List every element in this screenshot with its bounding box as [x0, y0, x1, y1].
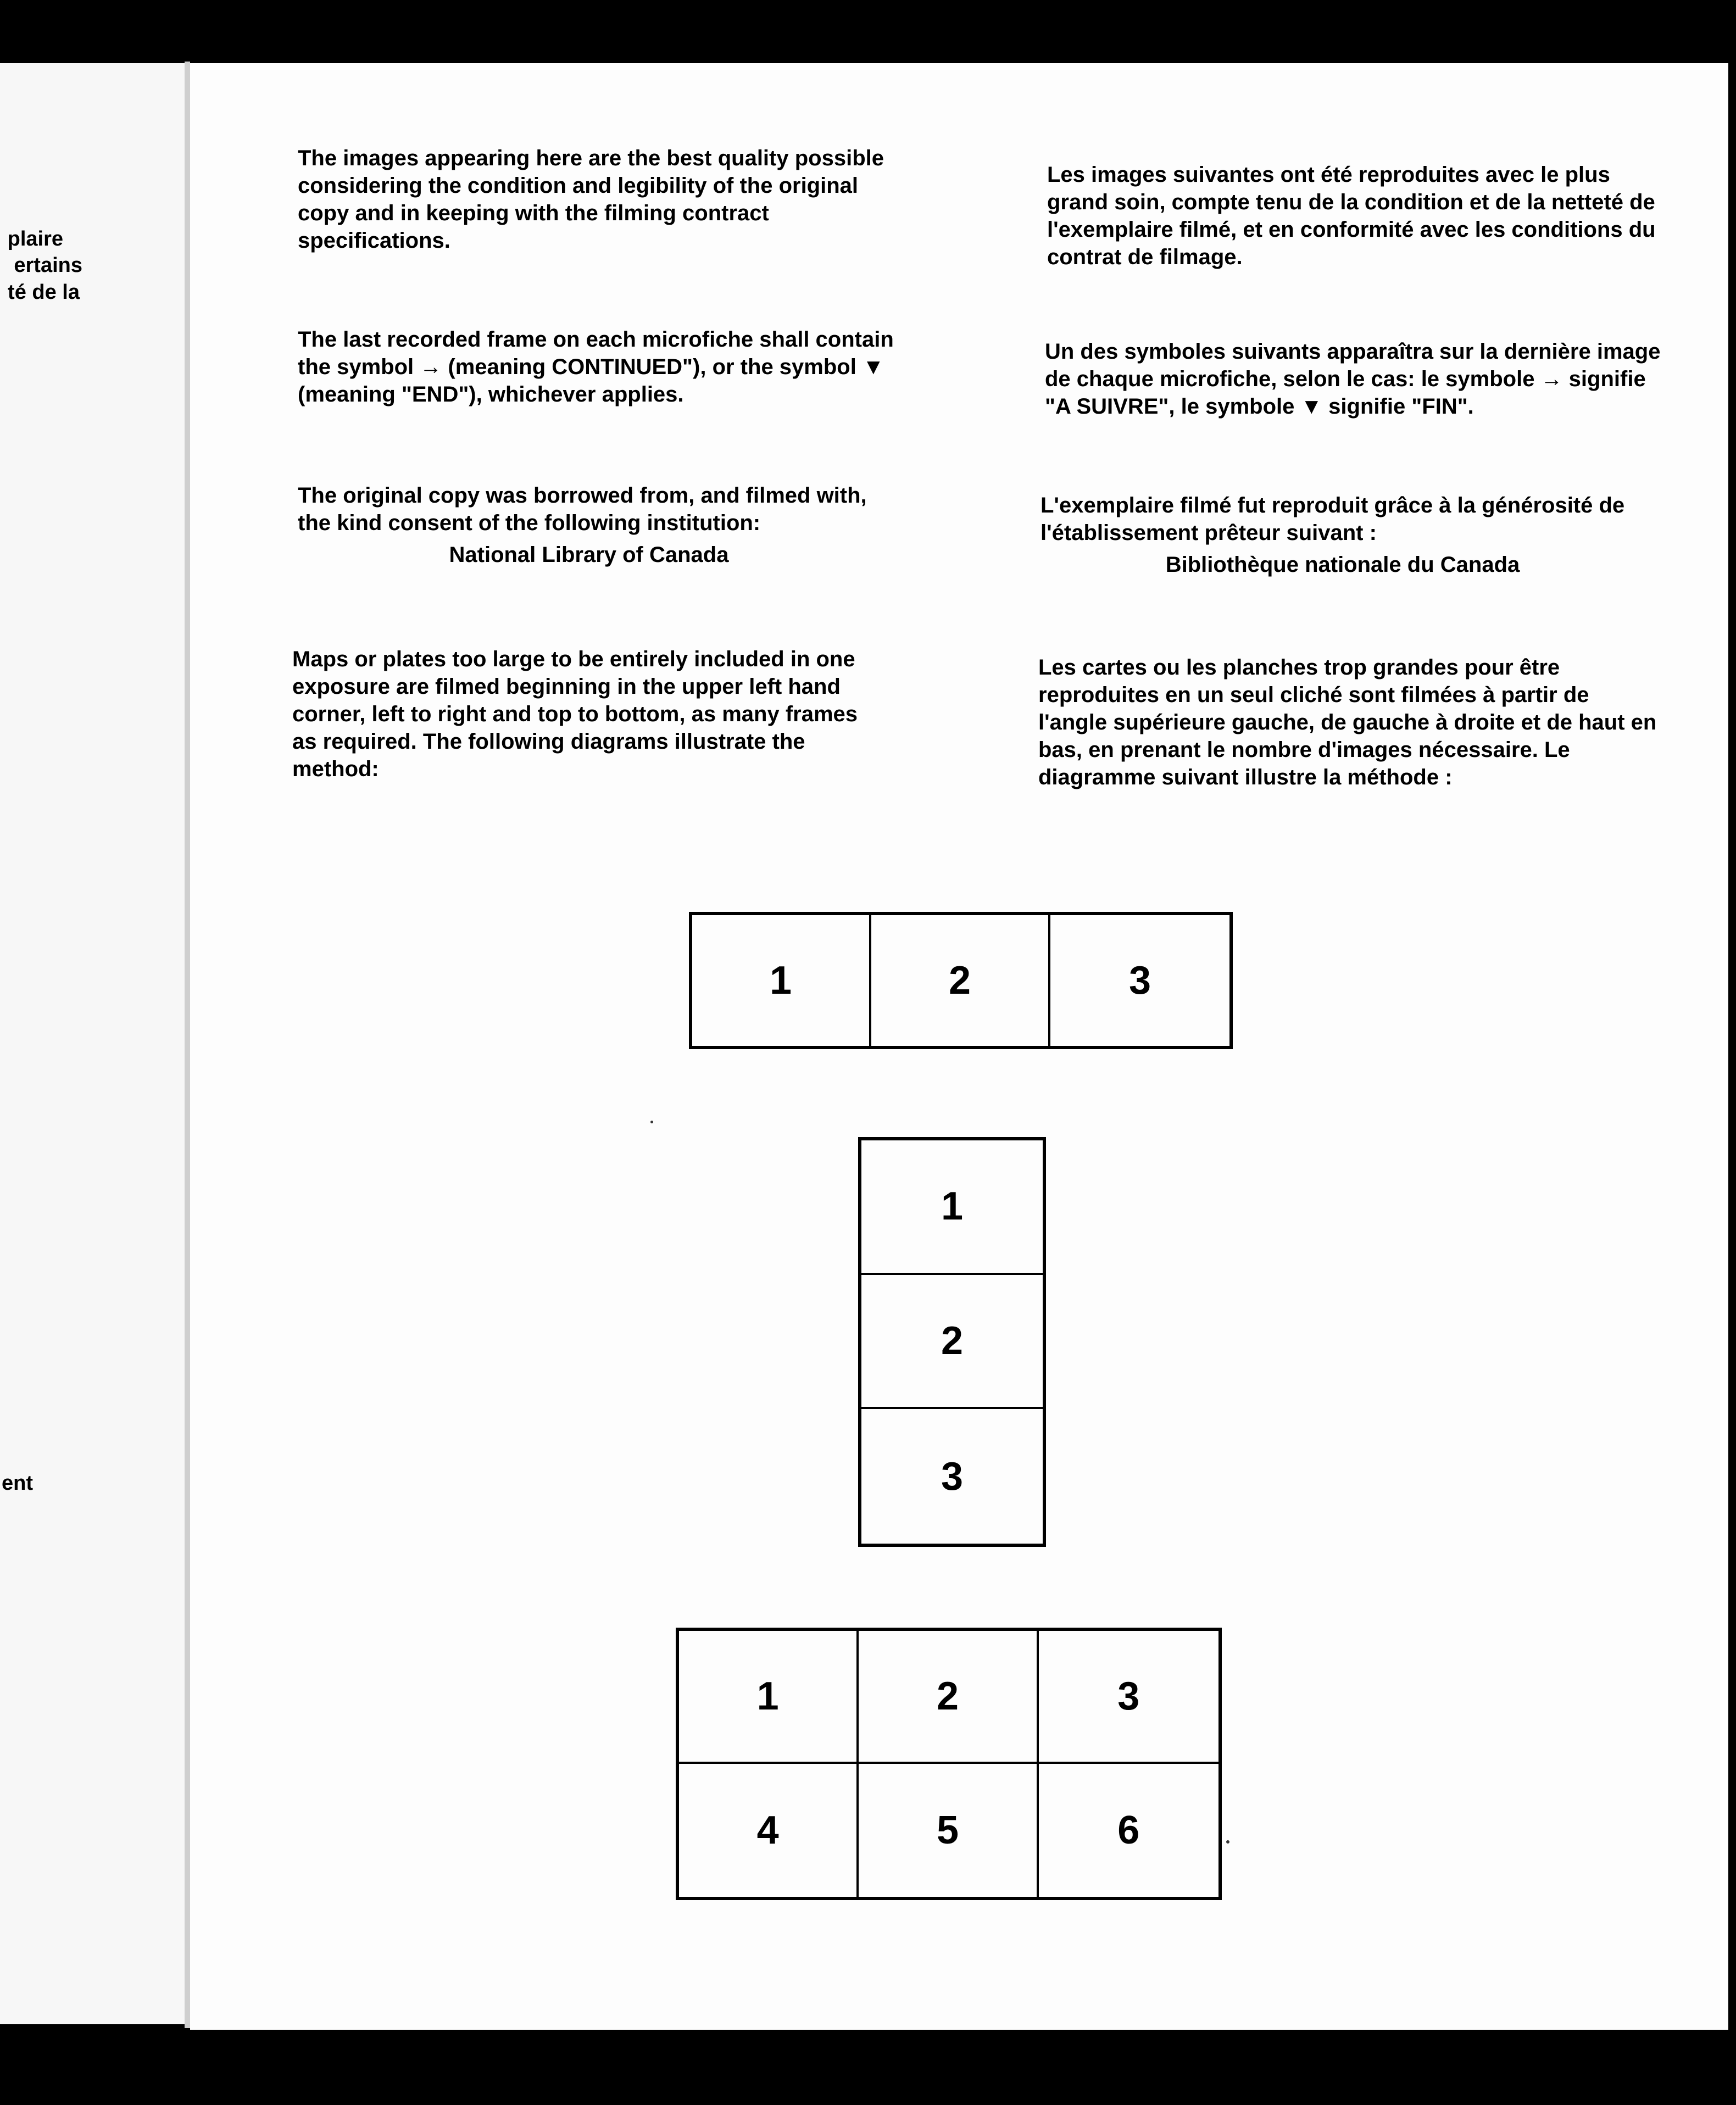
- left-fragment: ent: [2, 1472, 33, 1495]
- frame-cell: 6: [1117, 1808, 1140, 1852]
- frame-cell: 4: [679, 1764, 859, 1897]
- left-fragment: plaire: [7, 227, 63, 250]
- diagram-column-of-three: [858, 1137, 1046, 1547]
- diagram-row-of-three: [689, 912, 1233, 1049]
- frame-cell: 1: [692, 915, 871, 1046]
- frame-cell: 2: [861, 1275, 1043, 1410]
- scan-speck: [1226, 1840, 1229, 1844]
- frame-cell: 1: [679, 1631, 859, 1764]
- english-paragraph-2: The last recorded frame on each microfiche shall contain the symbol → (meaning CONTINUED"), or the symbol ▼ (meaning "END"), whichever applies.: [298, 327, 894, 406]
- french-paragraph-3: L'exemplaire filmé fut reproduit grâce à la générosité de l'établissement prêteur suivant : Bibliothèque nationale du Canada: [1041, 492, 1645, 578]
- french-paragraph-4: Les cartes ou les planches trop grandes pour être reproduites en un seul cliché sont filmées à partir de l'angle supérieure gauche, de gauche à droite et de haut en bas, en prenant le nombre d'images nécessaire. Le diagramme suivant illustre la méthode :: [1038, 655, 1657, 789]
- english-paragraph-4: Maps or plates too large to be entirely included in one exposure are filmed beginning in the upper left hand corner, left to right and top to bottom, as many frames as required. The following diagrams illustrate the method:: [292, 647, 858, 781]
- french-paragraph-2: Un des symboles suivants apparaîtra sur la dernière image de chaque microfiche, selon le cas: le symbole → signifie "A SUIVRE", le symbole ▼ signifie "FIN".: [1045, 339, 1661, 419]
- scan-speck: [650, 1121, 653, 1123]
- frame-cell: 1: [861, 1140, 1043, 1275]
- frame-cell: 3: [941, 1454, 964, 1499]
- french-institution: Bibliothèque nationale du Canada: [1165, 553, 1520, 577]
- frame-cell: 2: [859, 1631, 1038, 1764]
- diagram-grid-two-by-three: [676, 1628, 1222, 1900]
- page-gutter: [185, 62, 190, 2028]
- english-paragraph-1: The images appearing here are the best quality possible considering the condition and legibility of the original copy and in keeping with the filming contract specifications.: [298, 146, 884, 253]
- frame-cell: 3: [1039, 1631, 1218, 1764]
- previous-page-edge: [0, 63, 187, 2024]
- left-fragment: té de la: [8, 281, 80, 304]
- microfiche-notice-page: [190, 63, 1728, 2030]
- english-institution: National Library of Canada: [449, 543, 729, 567]
- english-paragraph-3: The original copy was borrowed from, and filmed with, the kind consent of the following institution: National Library of Canada: [298, 482, 880, 569]
- frame-cell: 3: [1128, 959, 1151, 1003]
- frame-cell: 5: [859, 1764, 1038, 1897]
- left-fragment: ertains: [14, 254, 82, 277]
- frame-cell: 2: [871, 915, 1050, 1046]
- french-paragraph-1: Les images suivantes ont été reproduites avec le plus grand soin, compte tenu de la condition et de la netteté de l'exemplaire filmé, et en conformité avec les conditions du contrat de filmage.: [1047, 163, 1656, 269]
